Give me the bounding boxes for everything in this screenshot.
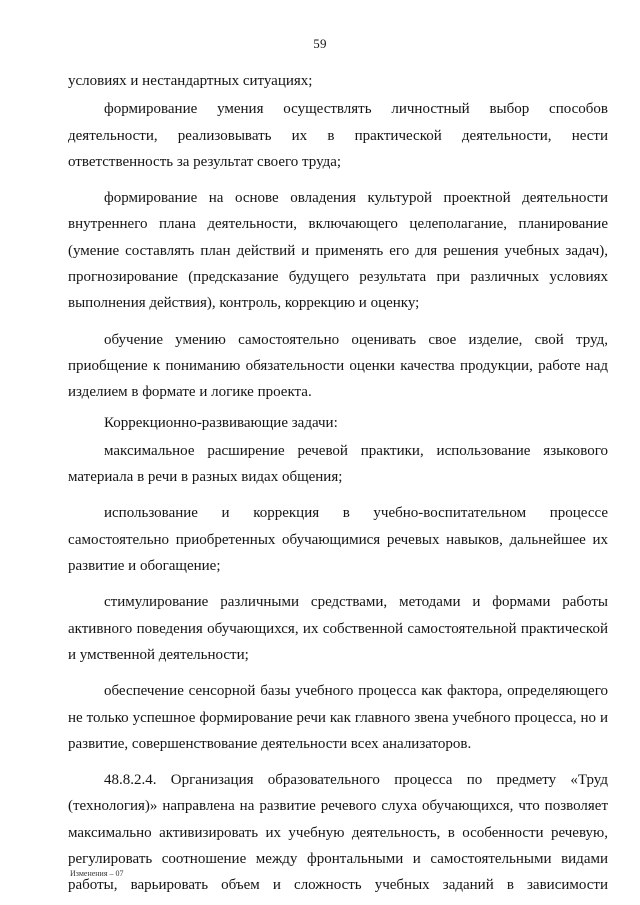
page-number: 59 — [313, 36, 327, 51]
paragraph-speech-practice: максимальное расширение речевой практики, использование языкового материала в речи в разных видах общения; — [68, 442, 608, 486]
paragraph-continuation: условиях и нестандартных ситуациях; — [68, 73, 313, 89]
paragraph-personal-choice: формирование умения осуществлять личностный выбор способов деятельности, реализовывать их в практической деятельности, нести ответственность за результат своего труда; — [68, 101, 608, 170]
paragraph-active-behavior: стимулирование различными средствами, методами и формами работы активного поведения обучающихся, их собственной самостоятельной практической и умственной деятельности; — [68, 594, 608, 663]
section-heading-correctional-tasks: Коррекционно-развивающие задачи: — [104, 414, 338, 431]
footer-revision-note: Изменения – 07 — [70, 869, 124, 878]
body-text — [68, 68, 608, 899]
paragraph-sensory-base: обеспечение сенсорной базы учебного процесса как фактора, определяющего не только успешное формирование речи как главного звена учебного процесса, но и развитие, совершенствование деятельности всех анализаторов. — [68, 683, 608, 752]
paragraph-self-assessment: обучение умению самостоятельно оценивать свое изделие, свой труд, приобщение к пониманию обязательности оценки качества продукции, работе над изделием в формате и логике проекта. — [68, 331, 608, 401]
paragraph-speech-skills: использование и коррекция в учебно-воспитательном процессе самостоятельно приобретенных обучающимися речевых навыков, дальнейшее их развитие и обогащение; — [68, 505, 608, 575]
paragraph-project-culture: формирование на основе овладения культурой проектной деятельности внутреннего плана деятельности, включающего целеполагание, планирование (умение составлять план действий и применять его для решения учебных задач), прогнозирование (предсказание будущего результата при различных условиях выполнения действия), контроль, коррекцию и оценку; — [68, 190, 608, 312]
paragraph-section-48-8-2-4: 48.8.2.4. Организация образовательного процесса по предмету «Труд (технология)» направлена на развитие речевого слуха обучающихся, что позволяет максимально активизировать их учебную деятельность, в особенности речевую, регулировать соотношение между фронтальными и самостоятельными видами работы, варьировать объем и сложность учебных заданий в зависимости — [68, 772, 608, 894]
